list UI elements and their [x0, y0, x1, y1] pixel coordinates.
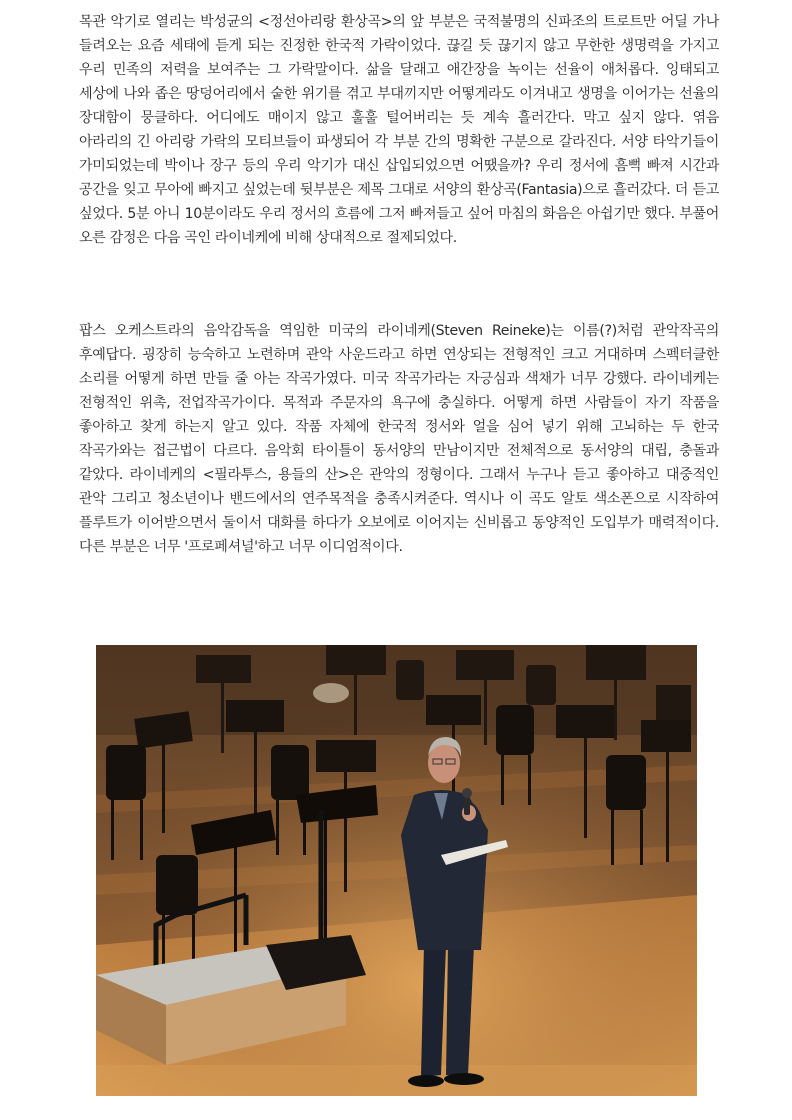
paragraph-2: 팝스 오케스트라의 음악감독을 역임한 미국의 라이네케(Steven Reineke)는 이름(?)처럼 관악작곡의 후예답다. 굉장히 능숙하고 노련하며 관악 사운드라고 하면 연상되는 전형적인 크고 거대하며 스펙터클한 소리를 어떻게 하면 만들 줄 아는 작곡가였다. 미국 작곡가라는 자긍심과 색채가 너무 강했다. 라이네케는 전형적인 위촉, 전업작곡가이다. 목적과 주문자의 욕구에 충실하다. 어떻게 하면 사람들이 자기 작품을 좋아하고 찾게 하는지 알고 있다. 작품 자체에 한국적 정서와 얼을 심어 넣기 위해 고뇌하는 두 한국 작곡가와는 접근법이 다르다. 음악회 타이틀이 동서양의 만남이지만 전체적으로 동서양의 대립, 충돌과 같았다. 라이네케의 <필라투스, 용들의 산>은 관악의 정형이다. 그래서 누구나 듣고 좋아하고 대중적인 관악 그리고 청소년이나 밴드에서의 연주목적을 충족시켜준다. 역시나 이 곡도 알토 색소폰으로 시작하여 플루트가 이어받으면서 둘이서 대화를 하다가 오보에로 이어지는 신비롭고 동양적인 도입부가 매력적이다. 다른 부분은 너무 '프로페셔널'하고 너무 이디엄적이다. [79, 323, 719, 555]
concert-photo [96, 645, 697, 1096]
paragraph-1: 목관 악기로 열리는 박성균의 <정선아리랑 환상곡>의 앞 부분은 국적불명의 신파조의 트로트만 어딜 가나 들려오는 요즘 세태에 듣게 되는 진정한 한국적 가락이었다. 끊길 듯 끊기지 않고 무한한 생명력을 가지고 우리 민족의 저력을 보여주는 그 가락말이다. 삶을 달래고 애간장을 녹이는 선율이 애처롭다. 잉태되고 세상에 나와 좁은 땅덩어리에서 숱한 위기를 겪고 부대끼지만 어떻게라도 이겨내고 생명을 이어가는 선율의 장대함이 뭉클하다. 어디에도 매이지 않고 훌훌 털어버리는 듯 계속 흘러간다. 막고 싶지 않다. 엮음 아라리의 긴 아리랑 가락의 모티브들이 파생되어 각 부분 간의 명확한 구분으로 갈라진다. 서양 타악기들이 가미되었는데 박이나 장구 등의 우리 악기가 대신 삽입되었으면 어땠을까? 우리 정서에 흠뻑 빠져 시간과 공간을 잊고 무아에 빠지고 싶었는데 뒷부분은 제목 그대로 서양의 환상곡(Fantasia)으로 흘러갔다. 더 듣고 싶었다. 5분 아니 10분이라도 우리 정서의 흐름에 그저 빠져들고 싶어 마침의 화음은 아쉽기만 했다. 부풀어 오른 감정은 다음 곡인 라이네케에 비해 상대적으로 절제되었다. [79, 14, 719, 246]
